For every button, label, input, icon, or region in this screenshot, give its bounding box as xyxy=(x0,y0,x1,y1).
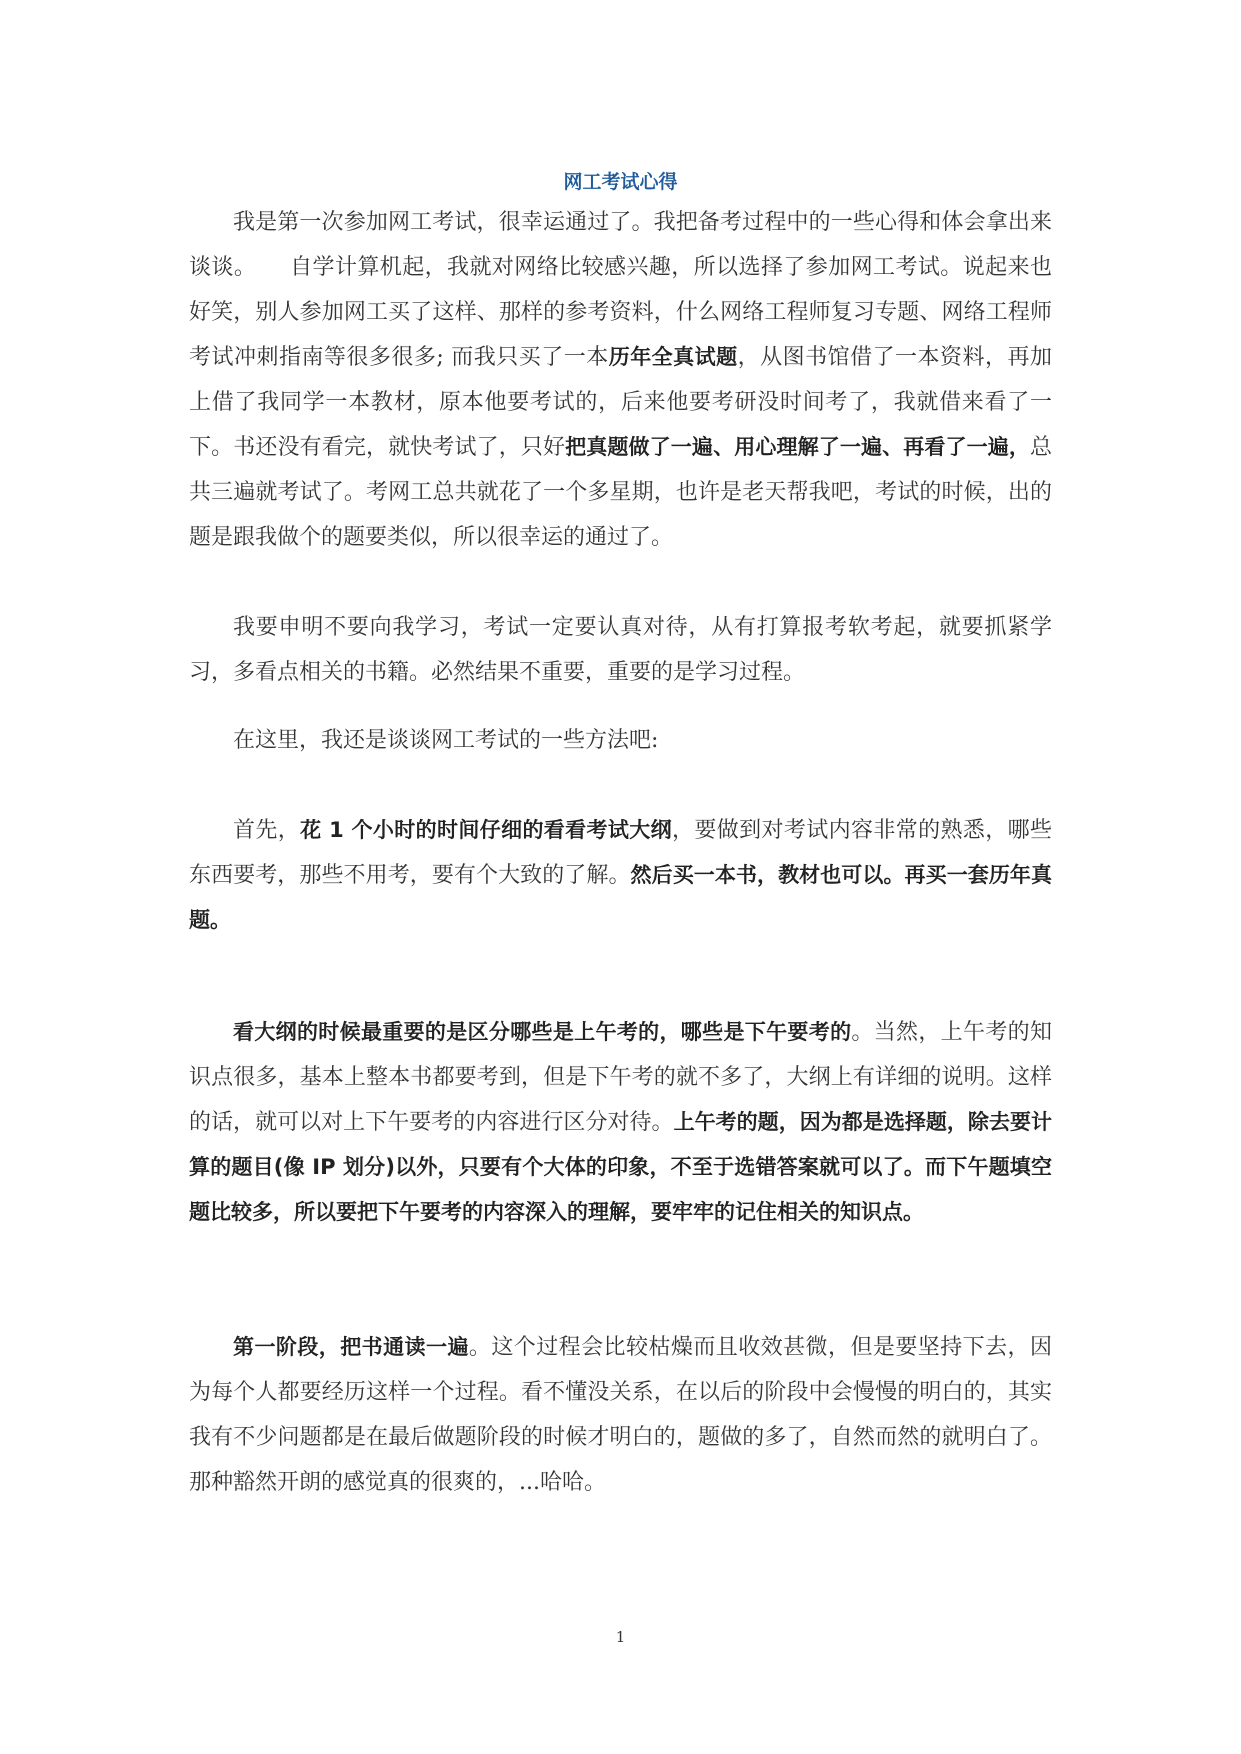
paragraph-intro xyxy=(189,200,1052,560)
bold-phrase: 第一阶段，把书通读一遍 xyxy=(233,1335,469,1359)
paragraph-methods-intro xyxy=(189,718,1052,763)
paragraph-text: 首先， xyxy=(233,818,301,843)
paragraph-first-step xyxy=(189,808,1052,943)
paragraph-text: 我要申明不要向我学习，考试一定要认真对待，从有打算报考软考起，就要抓紧学习，多看点相关的书籍。必然结果不重要，重要的是学习过程。 xyxy=(189,615,1052,685)
paragraph-text: ，从图书馆借了一本资料，再加上借了我同学一本教材，原本他要考试的，后来他要考研没时间考了，我就借来看了一下。书还没有看完，就快考试了，只好 xyxy=(189,345,1052,460)
bold-phrase: 然后买一本书，教材也可以。再买一套历年真题。 xyxy=(189,863,1052,932)
paragraph-text: 。这个过程会比较枯燥而且收效甚微，但是要坚持下去，因为每个人都要经历这样一个过程。看不懂没关系，在以后的阶段中会慢慢的明白的，其实我有不少问题都是在最后做题阶段的时候才明白的，题做的多了，自然而然的就明白了。那种豁然开朗的感觉真的很爽的，...哈哈。 xyxy=(189,1335,1052,1495)
bold-phrase: 把真题做了一遍、用心理解了一遍、再看了一遍， xyxy=(565,435,1030,459)
bold-phrase: 看大纲的时候最重要的是区分哪些是上午考的，哪些是下午要考的 xyxy=(233,1020,852,1044)
paragraph-syllabus xyxy=(189,1010,1052,1235)
bold-phrase: 历年全真试题 xyxy=(608,345,738,369)
paragraph-text: 在这里，我还是谈谈网工考试的一些方法吧: xyxy=(233,728,659,753)
page-number: 1 xyxy=(615,1628,626,1646)
document-title: 网工考试心得 xyxy=(563,171,678,193)
paragraph-text: ，要做到对考试内容非常的熟悉，哪些东西要考，那些不用考，要有个大致的了解。 xyxy=(189,818,1052,888)
bold-phrase: 上午考的题，因为都是选择题，除去要计算的题目(像 IP 划分)以外，只要有个大体的印象，不至于选错答案就可以了。而下午题填空题比较多，所以要把下午要考的内容深入的理解，要牢牢的记住相关的知识点。 xyxy=(189,1110,1052,1224)
paragraph-text: 总共三遍就考试了。考网工总共就花了一个多星期，也许是老天帮我吧，考试的时候，出的题是跟我做个的题要类似，所以很幸运的通过了。 xyxy=(189,435,1052,550)
paragraph-text: 。当然，上午考的知识点很多，基本上整本书都要考到，但是下午考的就不多了，大纲上有详细的说明。这样的话，就可以对上下午要考的内容进行区分对待。 xyxy=(189,1020,1052,1135)
paragraph-stage-one xyxy=(189,1325,1052,1505)
bold-phrase: 花 1 个小时的时间仔细的看看考试大纲 xyxy=(300,818,673,842)
paragraph-statement xyxy=(189,605,1052,695)
paragraph-text: 我是第一次参加网工考试，很幸运通过了。我把备考过程中的一些心得和体会拿出来谈谈。 自学计算机起，我就对网络比较感兴趣，所以选择了参加网工考试。说起来也好笑，别人参加网工买了这样、那样的参考资料，什么网络工程师复习专题、网络工程师考试冲刺指南等很多很多; 而我只买了一本 xyxy=(189,210,1052,370)
